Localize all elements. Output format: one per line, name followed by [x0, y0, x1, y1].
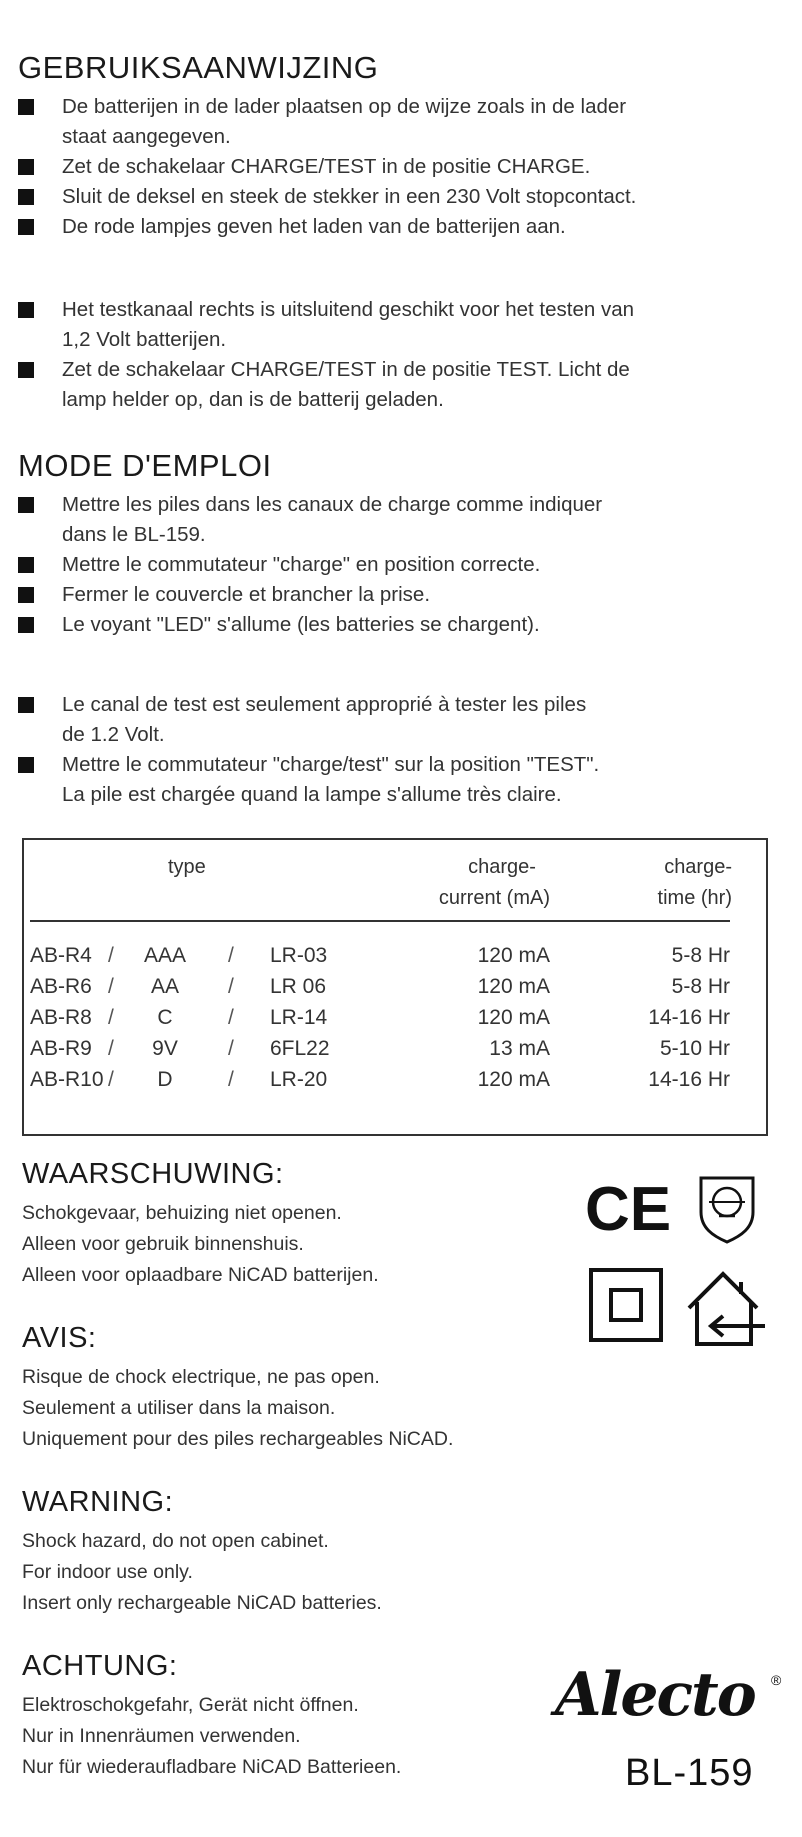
cell-separator: /: [108, 1068, 114, 1091]
list-item: Mettre les piles dans les canaux de charge comme indiquer dans le BL-159.: [18, 490, 778, 550]
bullet-icon: [18, 159, 34, 175]
header-current-line2: current (mA): [438, 887, 550, 909]
cell-separator: /: [228, 1037, 234, 1060]
cell-iec: 6FL22: [270, 1037, 330, 1060]
table-row: [30, 975, 740, 1007]
cell-time: 14-16 Hr: [648, 1006, 730, 1029]
bullet-icon: [18, 189, 34, 205]
warning-title-de: ACHTUNG:: [22, 1650, 178, 1682]
cell-iec: LR 06: [270, 975, 327, 998]
model-number: BL-159: [625, 1752, 754, 1794]
list-item: Le canal de test est seulement approprié à tester les piles de 1.2 Volt.: [18, 690, 778, 750]
cell-model: AB-R6: [30, 975, 92, 998]
cell-separator: /: [228, 944, 234, 967]
header-time-line1: charge-: [664, 856, 732, 878]
svg-text:CE: CE: [585, 1175, 672, 1244]
cell-size: 9V: [152, 1037, 178, 1060]
cell-current: 13 mA: [489, 1037, 550, 1060]
cell-iec: LR-14: [270, 1006, 328, 1029]
bullet-icon: [18, 557, 34, 573]
instruction-list-nl: [18, 92, 778, 242]
table-row: [30, 1006, 740, 1038]
indoor-use-icon: [689, 1274, 765, 1344]
cell-size: C: [157, 1006, 173, 1029]
warning-title-nl: WAARSCHUWING:: [22, 1158, 284, 1190]
table-row: [30, 944, 740, 976]
table-row: [30, 1037, 740, 1069]
table-row: [30, 1068, 740, 1100]
cell-size: AA: [150, 975, 179, 998]
registered-mark: ®: [771, 1672, 782, 1688]
cell-time: 5-8 Hr: [671, 975, 730, 998]
cell-time: 14-16 Hr: [648, 1068, 730, 1091]
list-item: Het testkanaal rechts is uitsluitend geschikt voor het testen van 1,2 Volt batterijen.: [18, 295, 778, 355]
warning-title-en: WARNING:: [22, 1486, 174, 1518]
cell-model: AB-R4: [30, 944, 92, 967]
bullet-icon: [18, 99, 34, 115]
cell-separator: /: [108, 944, 114, 967]
bullet-icon: [18, 219, 34, 235]
bullet-icon: [18, 587, 34, 603]
list-item: Zet de schakelaar CHARGE/TEST in de positie CHARGE.: [18, 152, 778, 182]
warning-text-en: Shock hazard, do not open cabinet. For indoor use only. Insert only rechargeable NiCAD batteries.: [22, 1530, 382, 1614]
list-item: Le voyant "LED" s'allume (les batteries se chargent).: [18, 610, 778, 640]
cell-current: 120 mA: [477, 944, 550, 967]
cell-separator: /: [108, 975, 114, 998]
bullet-icon: [18, 497, 34, 513]
double-insulation-icon: [591, 1270, 661, 1340]
cell-separator: /: [228, 1006, 234, 1029]
table-header-rule: [30, 920, 730, 922]
warning-text-de: Elektroschokgefahr, Gerät nicht öffnen. Nur in Innenräumen verwenden. Nur für wiederaufladbare NiCAD Batterieen.: [22, 1694, 402, 1778]
warning-text-nl: Schokgevaar, behuizing niet openen. Alleen voor gebruik binnenshuis. Alleen voor oplaadbare NiCAD batterijen.: [22, 1202, 379, 1286]
bullet-icon: [18, 617, 34, 633]
cell-model: AB-R8: [30, 1006, 92, 1029]
ce-mark-icon: [585, 1175, 671, 1244]
list-item: De rode lampjes geven het laden van de batterijen aan.: [18, 212, 778, 242]
cell-current: 120 mA: [477, 1068, 550, 1091]
cell-iec: LR-03: [270, 944, 328, 967]
bullet-icon: [18, 362, 34, 378]
list-item: Sluit de deksel en steek de stekker in een 230 Volt stopcontact.: [18, 182, 778, 212]
warning-title-fr: AVIS:: [22, 1322, 97, 1354]
section-title-fr: MODE D'EMPLOI: [18, 448, 272, 483]
certification-symbols: [585, 1168, 775, 1358]
header-type: type: [168, 856, 206, 878]
list-item: Mettre le commutateur "charge" en position correcte.: [18, 550, 778, 580]
cell-time: 5-10 Hr: [659, 1037, 730, 1060]
bullet-icon: [18, 302, 34, 318]
cell-separator: /: [108, 1006, 114, 1029]
bullet-icon: [18, 697, 34, 713]
list-item: De batterijen in de lader plaatsen op de wijze zoals in de lader staat aangegeven.: [18, 92, 778, 152]
cell-iec: LR-20: [270, 1068, 328, 1091]
cell-size: D: [157, 1068, 173, 1091]
cell-model: AB-R9: [30, 1037, 92, 1060]
warning-text-fr: Risque de chock electrique, ne pas open. Seulement a utiliser dans la maison. Uniquement pour des piles rechargeables NiCAD.: [22, 1366, 454, 1450]
brand-logo: Alecto: [555, 1660, 755, 1730]
list-item: Fermer le couvercle et brancher la prise.: [18, 580, 778, 610]
cell-separator: /: [108, 1037, 114, 1060]
cell-size: AAA: [143, 944, 187, 967]
test-list-fr: [18, 690, 778, 810]
cell-current: 120 mA: [477, 975, 550, 998]
instruction-list-fr: [18, 490, 778, 640]
header-current-line1: charge-: [468, 856, 536, 878]
list-item: Mettre le commutateur "charge/test" sur la position "TEST". La pile est chargée quand la lampe s'allume très claire.: [18, 750, 778, 810]
cell-time: 5-8 Hr: [671, 944, 730, 967]
list-item: Zet de schakelaar CHARGE/TEST in de positie TEST. Licht de lamp helder op, dan is de batterij geladen.: [18, 355, 778, 415]
cell-separator: /: [228, 975, 234, 998]
header-time-line2: time (hr): [657, 887, 732, 909]
cell-model: AB-R10: [30, 1068, 104, 1091]
cell-separator: /: [228, 1068, 234, 1091]
bullet-icon: [18, 757, 34, 773]
cell-current: 120 mA: [477, 1006, 550, 1029]
test-list-nl: [18, 295, 778, 415]
section-title-nl: GEBRUIKSAANWIJZING: [18, 50, 379, 85]
safety-mark-icon: [701, 1178, 753, 1242]
